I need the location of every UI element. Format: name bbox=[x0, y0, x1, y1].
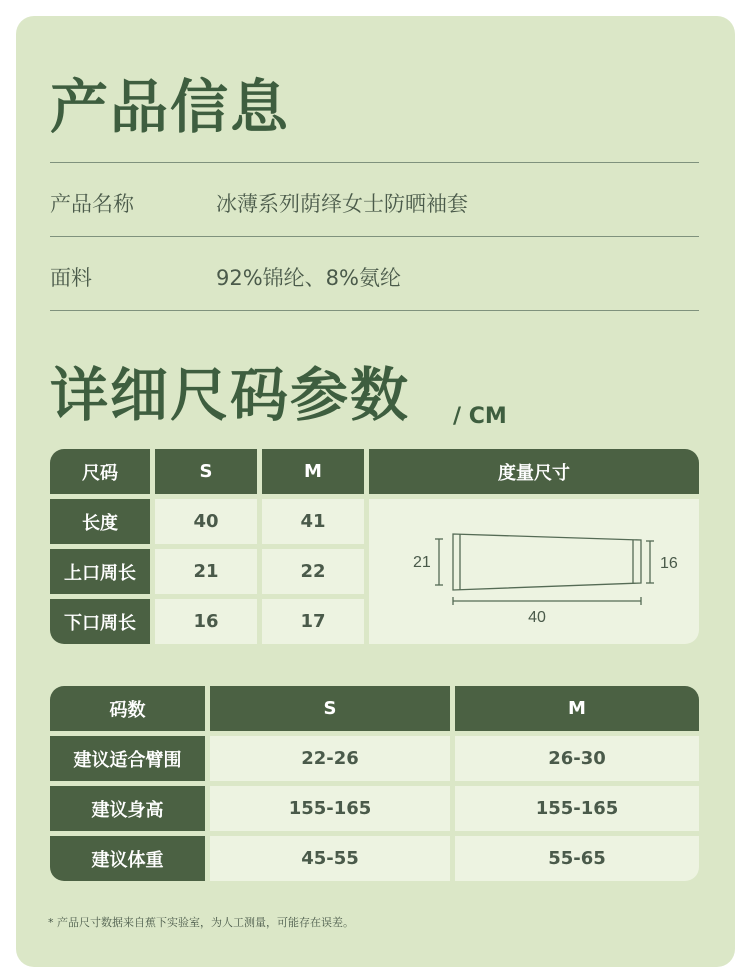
size-cell: 22 bbox=[262, 549, 364, 594]
fit-table-header: 码数 bbox=[50, 686, 205, 731]
size-table-header: S bbox=[155, 449, 257, 494]
unit-label: / CM bbox=[453, 404, 507, 429]
sleeve-diagram bbox=[369, 499, 699, 644]
product-name-label: 产品名称 bbox=[50, 192, 134, 216]
row-label: 长度 bbox=[50, 499, 150, 544]
diagram-left-label: 21 bbox=[413, 554, 431, 571]
size-cell: 21 bbox=[155, 549, 257, 594]
fit-cell: 155-165 bbox=[455, 786, 699, 831]
footnote: * 产品尺寸数据来自蕉下实验室，为人工测量，可能存在误差。 bbox=[48, 916, 354, 929]
size-cell: 40 bbox=[155, 499, 257, 544]
size-table-header: 度量尺寸 bbox=[369, 449, 699, 494]
divider bbox=[50, 236, 699, 237]
product-info-title: 产品信息 bbox=[50, 73, 291, 141]
sleeve-shape bbox=[453, 534, 641, 590]
row-label: 建议体重 bbox=[50, 836, 205, 881]
size-cell: 41 bbox=[262, 499, 364, 544]
diagram-right-label: 16 bbox=[660, 555, 678, 572]
size-table-header: 尺码 bbox=[50, 449, 150, 494]
divider bbox=[50, 162, 699, 163]
row-label: 上口周长 bbox=[50, 549, 150, 594]
fit-cell: 155-165 bbox=[210, 786, 450, 831]
fabric-label: 面料 bbox=[50, 266, 92, 290]
row-label: 建议身高 bbox=[50, 786, 205, 831]
fit-cell: 45-55 bbox=[210, 836, 450, 881]
fit-cell: 22-26 bbox=[210, 736, 450, 781]
size-cell: 17 bbox=[262, 599, 364, 644]
diagram-length-label: 40 bbox=[528, 609, 546, 626]
fit-table-header: M bbox=[455, 686, 699, 731]
fit-table-header: S bbox=[210, 686, 450, 731]
fabric-value: 92%锦纶、8%氨纶 bbox=[216, 266, 401, 290]
divider bbox=[50, 310, 699, 311]
size-cell: 16 bbox=[155, 599, 257, 644]
fit-cell: 26-30 bbox=[455, 736, 699, 781]
size-table-header: M bbox=[262, 449, 364, 494]
fit-cell: 55-65 bbox=[455, 836, 699, 881]
row-label: 下口周长 bbox=[50, 599, 150, 644]
size-section-title: 详细尺码参数 bbox=[50, 361, 411, 429]
product-name-value: 冰薄系列荫绎女士防晒袖套 bbox=[216, 192, 468, 216]
row-label: 建议适合臂围 bbox=[50, 736, 205, 781]
